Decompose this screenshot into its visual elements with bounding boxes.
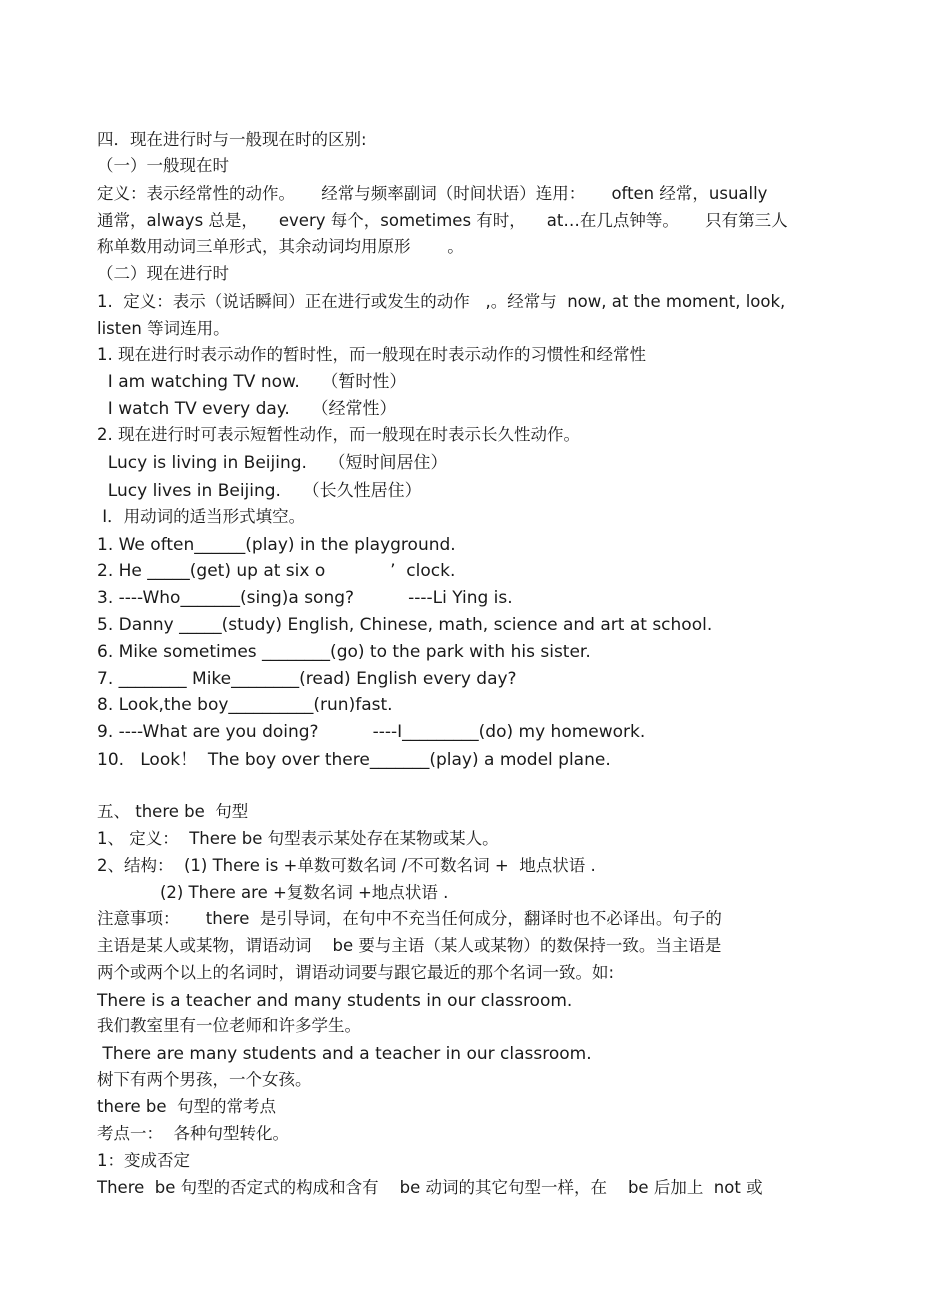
exercise-item-2: 2. He _____(get) up at six o ’ clock. bbox=[97, 561, 456, 581]
exercise-item-5: 5. Danny _____(study) English, Chinese, math, science and art at school. bbox=[97, 615, 713, 635]
compare-line-3: I watch TV every day. （经常性） bbox=[97, 399, 397, 419]
section-4-heading: 四．现在进行时与一般现在时的区别: bbox=[97, 130, 367, 149]
simple-present-definition-line-1: 定义：表示经常性的动作。 经常与频率副词（时间状语）连用： often 经常，usually bbox=[97, 184, 768, 203]
test-point-1-sub: 1：变成否定 bbox=[97, 1151, 190, 1170]
exercise-heading: Ⅰ．用动词的适当形式填空。 bbox=[97, 507, 306, 526]
exercise-item-6: 6. Mike sometimes ________(go) to the park with his sister. bbox=[97, 642, 591, 662]
there-be-definition: 1、 定义： There be 句型表示某处存在某物或某人。 bbox=[97, 829, 499, 848]
exercise-item-10: 10. Look！ The boy over there_______(play) a model plane. bbox=[97, 750, 611, 770]
example-line-4: 树下有两个男孩，一个女孩。 bbox=[97, 1070, 312, 1089]
example-line-2: 我们教室里有一位老师和许多学生。 bbox=[97, 1016, 361, 1035]
simple-present-heading: （一）一般现在时 bbox=[97, 156, 229, 175]
present-continuous-definition-line-1: 1. 定义：表示（说话瞬间）正在进行或发生的动作 ,。经常与 now, at the moment, look, bbox=[97, 292, 786, 311]
test-point-1: 考点一： 各种句型转化。 bbox=[97, 1124, 289, 1143]
exercise-item-1: 1. We often______(play) in the playground. bbox=[97, 535, 456, 555]
compare-line-1: 1. 现在进行时表示动作的暂时性，而一般现在时表示动作的习惯性和经常性 bbox=[97, 345, 646, 364]
there-be-structure-2: (2) There are +复数名词 +地点状语 . bbox=[97, 883, 449, 902]
test-point-1-text: There be 句型的否定式的构成和含有 be 动词的其它句型一样，在 be 后加上 not 或 bbox=[97, 1178, 763, 1197]
example-line-1: There is a teacher and many students in our classroom. bbox=[97, 991, 573, 1011]
compare-line-6: Lucy lives in Beijing. （长久性居住） bbox=[97, 481, 422, 501]
example-line-3: There are many students and a teacher in our classroom. bbox=[97, 1044, 592, 1064]
exercise-item-8: 8. Look,the boy__________(run)fast. bbox=[97, 695, 393, 715]
test-points-heading: there be 句型的常考点 bbox=[97, 1097, 277, 1116]
notes-line-1: 注意事项： there 是引导词，在句中不充当任何成分，翻译时也不必译出。句子的 bbox=[97, 909, 722, 928]
exercise-item-9: 9. ----What are you doing? ----I_________(do) my homework. bbox=[97, 722, 646, 742]
notes-line-2: 主语是某人或某物，谓语动词 be 要与主语（某人或某物）的数保持一致。当主语是 bbox=[97, 936, 722, 955]
section-5-heading: 五、 there be 句型 bbox=[97, 802, 249, 821]
exercise-item-3: 3. ----Who_______(sing)a song? ----Li Ying is. bbox=[97, 588, 513, 608]
simple-present-definition-line-3: 称单数用动词三单形式，其余动词均用原形 。 bbox=[97, 237, 464, 256]
compare-line-2: I am watching TV now. （暂时性） bbox=[97, 372, 407, 392]
exercise-item-7: 7. ________ Mike________(read) English every day? bbox=[97, 669, 517, 689]
simple-present-definition-line-2: 通常，always 总是， every 每个，sometimes 有时， at…在几点钟等。 只有第三人 bbox=[97, 211, 788, 230]
compare-line-5: Lucy is living in Beijing. （短时间居住） bbox=[97, 453, 448, 473]
notes-line-3: 两个或两个以上的名词时，谓语动词要与跟它最近的那个名词一致。如: bbox=[97, 963, 615, 982]
present-continuous-definition-line-2: listen 等词连用。 bbox=[97, 319, 230, 338]
present-continuous-heading: （二）现在进行时 bbox=[97, 264, 229, 283]
there-be-structure-1: 2、结构： (1) There is +单数可数名词 /不可数名词 + 地点状语 . bbox=[97, 856, 596, 875]
compare-line-4: 2. 现在进行时可表示短暂性动作，而一般现在时表示长久性动作。 bbox=[97, 425, 580, 444]
